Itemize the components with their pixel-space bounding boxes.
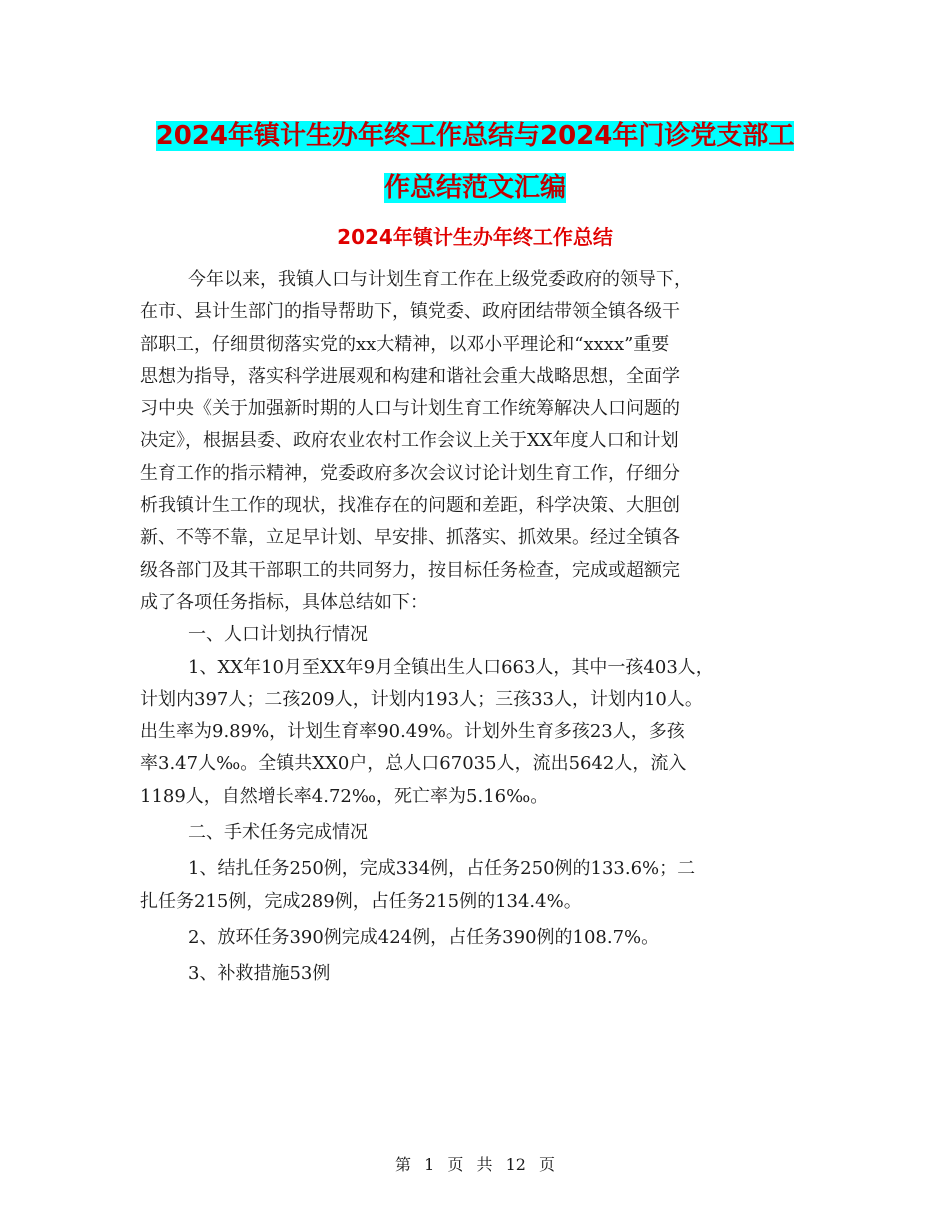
text-line: 1、XX年10月至XX年9月全镇出生人口663人，其中一孩403人，: [188, 656, 714, 678]
text-line: 习中央《关于加强新时期的人口与计划生育工作统筹解决人口问题的: [140, 398, 680, 420]
heading-surgery-tasks: 二、手术任务完成情况: [188, 822, 368, 844]
text-line: 决定》，根据县委、政府农业农村工作会议上关于XX年度人口和计划: [140, 430, 679, 452]
footer-page-number: 1: [424, 1155, 435, 1174]
text-line: 扎任务215例，完成289例，占任务215例的134.4%。: [140, 890, 582, 912]
text-line: 3、补救措施53例: [188, 963, 331, 985]
text-line: 1、结扎任务250例，完成334例，占任务250例的133.6%；二: [188, 858, 696, 880]
text-line: 级各部门及其干部职工的共同努力，按目标任务检查，完成或超额完: [140, 559, 680, 581]
page-footer: [0, 1152, 950, 1175]
body-text: [140, 264, 820, 991]
text-line: 部职工，仔细贯彻落实党的xx大精神，以邓小平理论和“xxxx”重要: [140, 333, 670, 355]
footer-total-number: 12: [505, 1155, 526, 1174]
text-line: 1189人，自然增长率4.72‰，死亡率为5.16‰。: [140, 785, 549, 807]
text-line: 析我镇计生工作的现状，找准存在的问题和差距，科学决策、大胆创: [140, 495, 680, 517]
footer-total-label: 共: [476, 1155, 493, 1174]
text-line: 今年以来，我镇人口与计划生育工作在上级党委政府的领导下，: [188, 269, 692, 290]
text-line: 率3.47人‰。全镇共XX0户，总人口67035人，流出5642人，流入: [140, 753, 687, 775]
footer-total-unit: 页: [539, 1155, 556, 1174]
text-line: 生育工作的指示精神，党委政府多次会议讨论计划生育工作，仔细分: [140, 462, 680, 484]
text-line: 2、放环任务390例完成424例，占任务390例的108.7%。: [188, 926, 660, 948]
text-line: 成了各项任务指标，具体总结如下：: [140, 591, 428, 613]
document-title: [0, 110, 950, 214]
document-title-line-2: 作总结范文汇编: [383, 173, 566, 203]
section-title: 2024年镇计生办年终工作总结: [337, 225, 613, 249]
text-line: 新、不等不靠，立足早计划、早安排、抓落实、抓效果。经过全镇各: [140, 527, 680, 549]
document-title-line-1: 2024年镇计生办年终工作总结与2024年门诊党支部工: [155, 121, 795, 151]
footer-page-label: 第: [394, 1155, 411, 1174]
footer-page-unit: 页: [447, 1155, 464, 1174]
text-line: 思想为指导，落实科学进展观和构建和谐社会重大战略思想，全面学: [140, 365, 680, 387]
text-line: 计划内397人；二孩209人，计划内193人；三孩33人，计划内10人。: [140, 688, 703, 710]
heading-population-plan: 一、人口计划执行情况: [188, 624, 368, 646]
text-line: 出生率为9.89%，计划生育率90.49%。计划外生育多孩23人，多孩: [140, 721, 685, 743]
text-line: 在市、县计生部门的指导帮助下，镇党委、政府团结带领全镇各级干: [140, 301, 680, 323]
